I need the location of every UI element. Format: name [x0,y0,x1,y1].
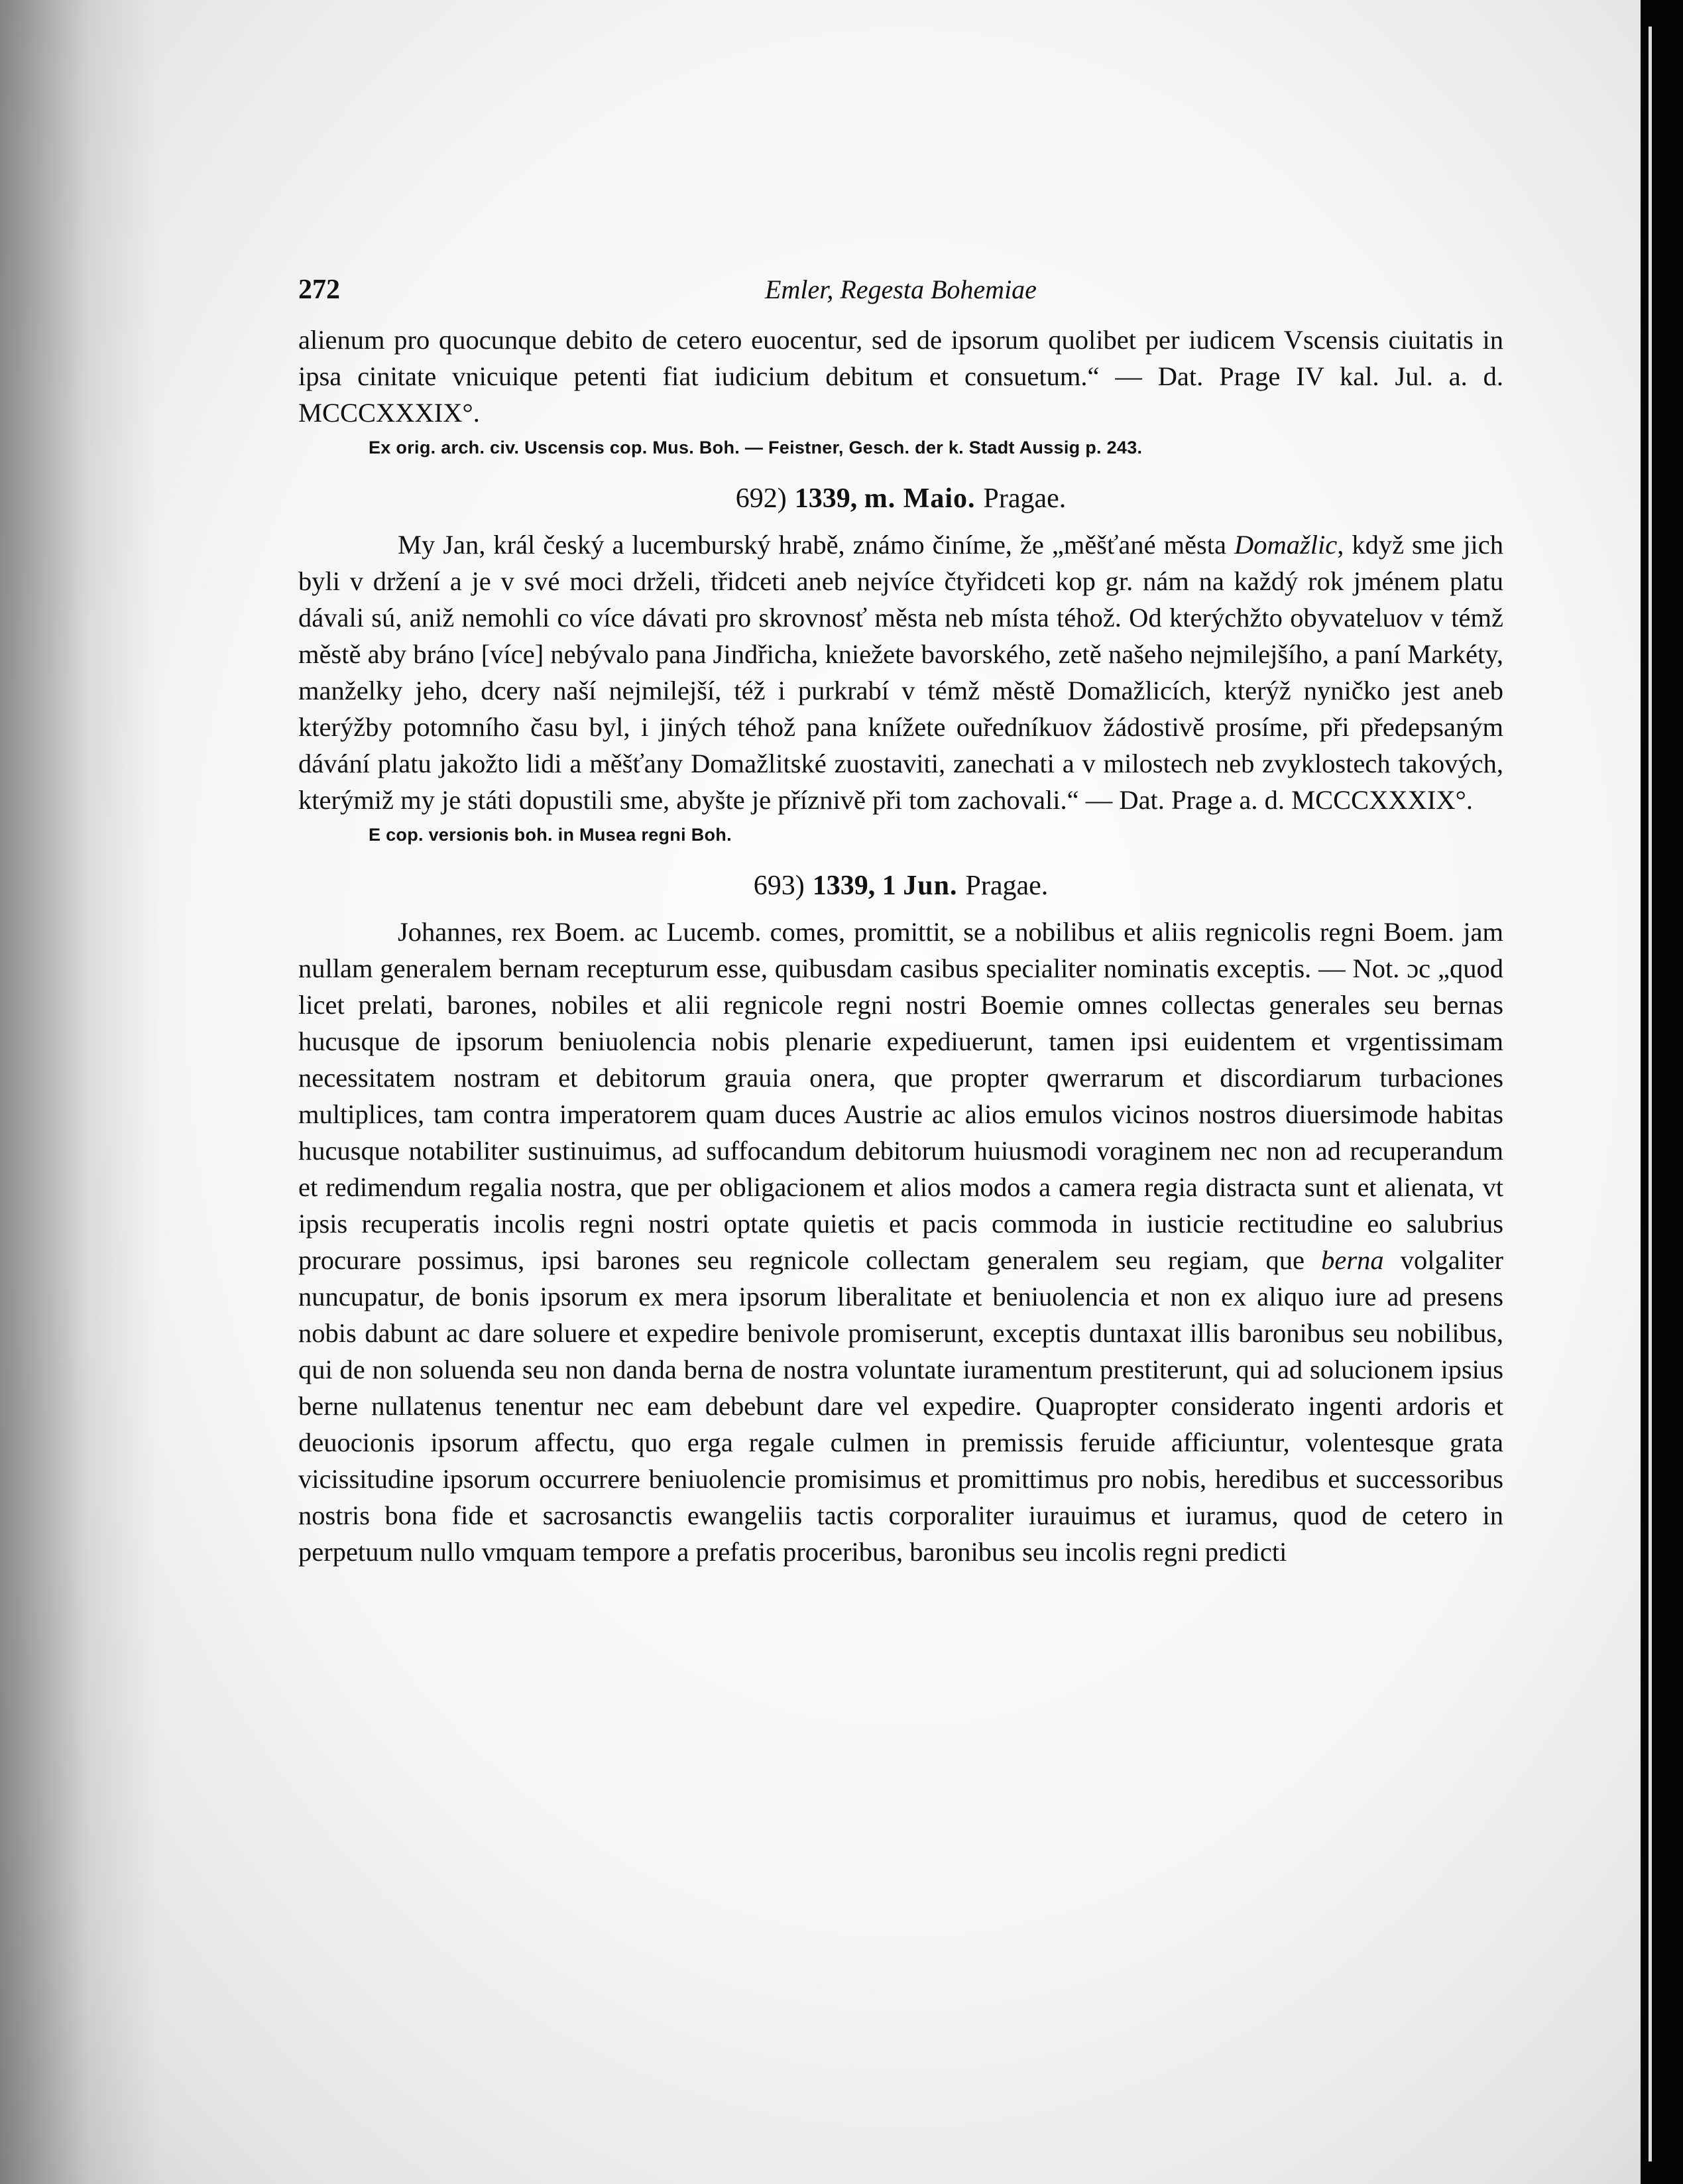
entry-692-heading [298,479,1503,518]
page-fold-line [1649,27,1652,2161]
entry-692-source-note: E cop. versionis boh. in Musea regni Boh. [369,825,732,845]
entry-692-text [298,526,1503,818]
entry-date: 1339, [794,483,858,514]
intro-paragraph: alienum pro quocunque debito de cetero euocentur, sed de ipsorum quolibet per iudicem Vscensis ciuitatis in ipsa cinitate vnicuique petenti fiat iudicium debitum et consuetum.“ — Dat. Prage IV kal. Jul. a. d. MCCCXXXIX°. [298,325,1503,428]
entry-693-text [298,914,1503,1570]
entry-text-italic: Domažlic [1234,530,1338,560]
entry-place: Pragae. [983,483,1067,514]
entry-text-part: Johannes, rex Boem. ac Lucemb. comes, promittit, se a nobilibus et aliis regnicolis regni Boem. jam nullam generalem bernam recepturum esse, quibusdam casibus specialiter nominatis exceptis. — Not. ɔc „quod licet prelati, barones, nobiles et alii regnicole regni nostri Boemie omnes collectas generales seu bernas hucusque de ipsorum beniuolencia nobis plenarie expediuerunt, tamen ipsi euidentem et vrgentissimam necessitatem nostram et debitorum grauia onera, que propter qwerrarum et discordiarum turbaciones multiplices, tam contra imperatorem quam duces Austrie ac alios emulos vicinos nostros diuersimode habitas hucusque notabiliter sustinuimus, ad suffocandum debitorum huiusmodi voraginem nec non ad recuperandum et redimendum regalia nostra, que per obligacionem et alios modos a camera regia distracta sunt et alienata, vt ipsis recuperatis incolis regni nostri optate quietis et pacis commoda in iusticie rectitudine eo salubrius procurare possimus, ipsi barones seu regnicole collectam generalem seu regiam, que [298,917,1503,1275]
entry-place: Pragae. [965,871,1049,901]
entry-number: 692) [735,483,787,514]
entry-number: 693) [753,871,805,901]
entry-693-heading [298,866,1503,906]
entry-text-part: volgaliter nuncupatur, de bonis ipsorum ex mera ipsorum liberalitate et beniuolencia et non ex aliquo iure ad presens nobis dabunt ac dare soluere et expedire benivole promiserunt, exceptis duntaxat illis baronibus seu nobilibus, qui de non soluenda seu non danda berna de nostra voluntate iuramentum prestiterunt, qui ad solucionem ipsius berne nullatenus tenentur nec eam debebunt dare vel expedire. Quapropter considerato ingenti ardoris et deuocionis ipsorum affectu, quo erga regale culmen in premissis feruide afficiuntur, volentesque grata vicissitudine ipsorum occurrere beniuolencie promisimus et promittimus pro nobis, heredibus et successoribus nostris bona fide et sacrosanctis ewangeliis tactis corporaliter iurauimus et iuramus, quod de cetero in perpetuum nullo vmquam tempore a prefatis proceribus, baronibus seu incolis regni predicti [298,1245,1503,1567]
entry-month: Jun. [903,871,958,901]
book-title: Emler, Regesta Bohemiae [765,274,1037,304]
entry-text-part: My Jan, král český a lucemburský hrabě, známo činíme, že „měšťané města [398,530,1234,560]
intro-source-note: Ex orig. arch. civ. Uscensis cop. Mus. Boh. — Feistner, Gesch. der k. Stadt Aussig p. 243. [369,438,1143,457]
page-content [298,262,1503,1570]
entry-date: 1339, 1 [812,871,896,901]
scan-border-right [1641,0,1683,2184]
page-number: 272 [298,274,340,305]
running-head [298,262,1503,322]
entry-month: m. Maio. [864,483,976,514]
entry-text-italic: berna [1321,1245,1384,1275]
entry-text-part: , když sme jich byli v držení a je v své moci drželi, třidceti aneb nejvíce čtyřidceti kop gr. nám na každý rok jménem platu dávali sú, aniž nemohli co více dávati pro skrovnosť města neb místa téhož. Od kterýchžto obyvateluov v témž městě aby bráno [více] nebývalo pana Jindřicha, kniežete bavorského, zetě našeho nejmilejšího, a paní Markéty, manželky jeho, dcery naší nejmilejší, též i purkrabí v témž městě Domažlicích, kterýž nynіčko jest aneb kterýžby potomního času byl, i jiných téhož pana knížete ouředníkuov žádostivě prosíme, při předepsaným dávání platu jakožto lidi a měšťany Domažlitské zuostaviti, zanechati a v milostech neb zvyklostech takových, kterýmiž my je státi dopustili sme, abyšte je příznivě při tom zachovali.“ — Dat. Prage a. d. MCCCXXXIX°. [298,530,1503,815]
